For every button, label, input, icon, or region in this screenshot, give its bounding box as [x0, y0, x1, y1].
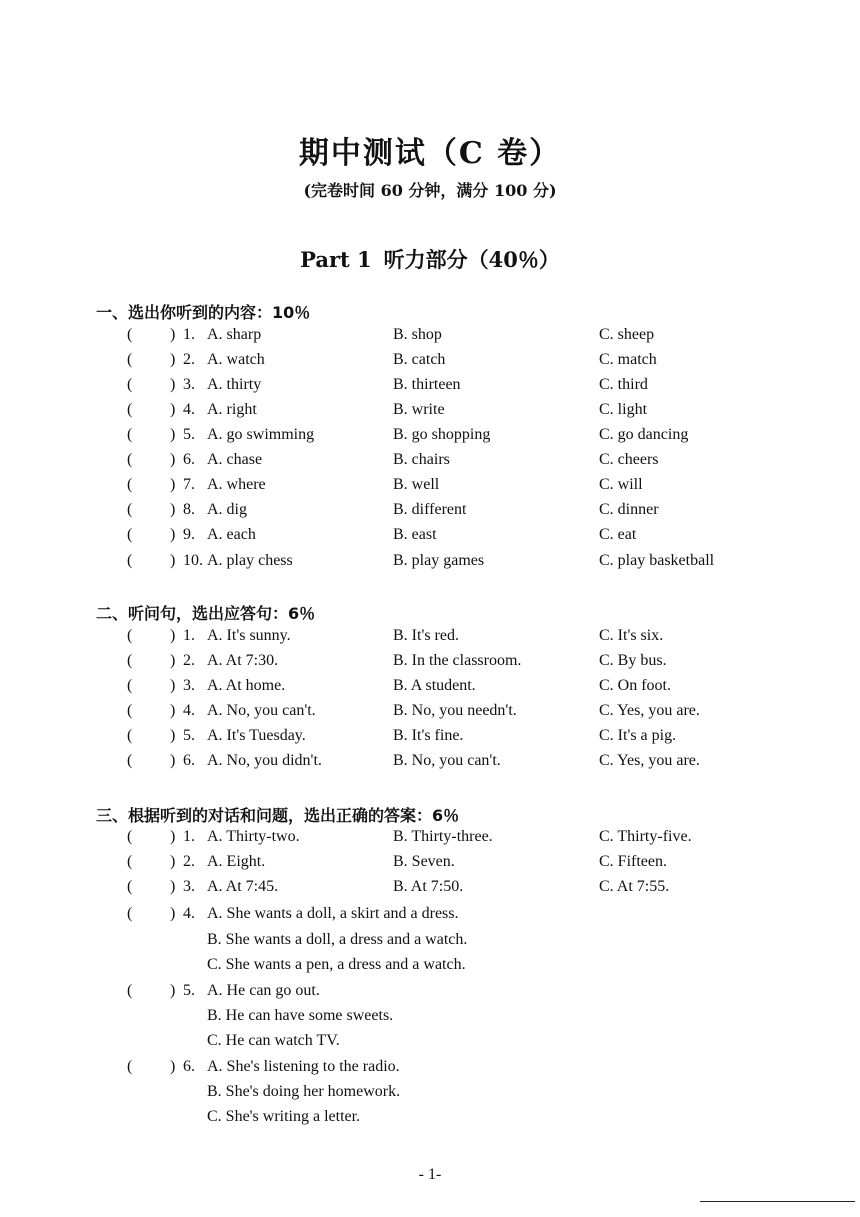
answer-blank-open: (: [127, 326, 133, 343]
option-c: C. It's six.: [599, 627, 664, 644]
answer-blank-open: (: [127, 652, 133, 669]
question-number: 6.: [183, 1058, 195, 1075]
option-c: C. On foot.: [599, 677, 671, 694]
question-row-continued: [0, 929, 860, 951]
question-row: [0, 675, 860, 697]
option-b: B. It's red.: [393, 627, 459, 644]
question-number: 3.: [183, 878, 195, 895]
option-b: B. thirteen: [393, 376, 461, 393]
option-a: A. No, you can't.: [207, 702, 316, 719]
answer-blank-close: ): [170, 552, 176, 569]
answer-blank-open: (: [127, 702, 133, 719]
answer-blank-open: (: [127, 905, 133, 922]
answer-blank-close: ): [170, 905, 176, 922]
answer-blank-close: ): [170, 451, 176, 468]
option-a: A. sharp: [207, 326, 262, 343]
option-b: B. She's doing her homework.: [207, 1083, 401, 1100]
option-b: B. write: [393, 401, 445, 418]
answer-blank-open: (: [127, 552, 133, 569]
question-number: 9.: [183, 526, 195, 543]
answer-blank-close: ): [170, 828, 176, 845]
option-b: B. In the classroom.: [393, 652, 522, 669]
question-number: 4.: [183, 401, 195, 418]
answer-blank-close: ): [170, 476, 176, 493]
question-row: [0, 876, 860, 898]
option-a: A. It's sunny.: [207, 627, 291, 644]
answer-blank-open: (: [127, 752, 133, 769]
option-b: B. east: [393, 526, 437, 543]
question-row: [0, 903, 860, 925]
question-row-continued: [0, 1030, 860, 1052]
question-row: [0, 399, 860, 421]
answer-blank-close: ): [170, 752, 176, 769]
option-a: A. play chess: [207, 552, 293, 569]
part-label: Part 1: [300, 247, 372, 272]
option-c: C. At 7:55.: [599, 878, 670, 895]
page-number: - 1-: [418, 1166, 442, 1183]
option-a: A. chase: [207, 451, 263, 468]
answer-blank-close: ): [170, 1058, 176, 1075]
option-a: A. right: [207, 401, 257, 418]
option-c: C. light: [599, 401, 648, 418]
answer-blank-close: ): [170, 376, 176, 393]
question-number: 3.: [183, 677, 195, 694]
answer-blank-open: (: [127, 878, 133, 895]
option-b: B. play games: [393, 552, 485, 569]
option-c: C. He can watch TV.: [207, 1032, 340, 1049]
answer-blank-open: (: [127, 351, 133, 368]
question-row: [0, 851, 860, 873]
option-c: C. sheep: [599, 326, 655, 343]
question-row: [0, 826, 860, 848]
option-c: C. dinner: [599, 501, 659, 518]
option-a: A. where: [207, 476, 266, 493]
section-heading-2: 二、听问句，选出应答句：6％: [96, 604, 316, 623]
page-title: 期中测试（C 卷）: [298, 136, 562, 171]
option-b: B. At 7:50.: [393, 878, 464, 895]
question-number: 1.: [183, 828, 195, 845]
option-b: B. go shopping: [393, 426, 491, 443]
question-number: 2.: [183, 853, 195, 870]
question-number: 3.: [183, 376, 195, 393]
option-c: C. play basketball: [599, 552, 715, 569]
answer-blank-close: ): [170, 982, 176, 999]
answer-blank-close: ): [170, 627, 176, 644]
option-c: C. third: [599, 376, 648, 393]
option-a: A. dig: [207, 501, 247, 518]
answer-blank-close: ): [170, 326, 176, 343]
option-c: C. will: [599, 476, 643, 493]
question-row: [0, 449, 860, 471]
answer-blank-open: (: [127, 451, 133, 468]
option-b: B. No, you can't.: [393, 752, 501, 769]
option-a: A. Thirty-two.: [207, 828, 300, 845]
option-a: A. At home.: [207, 677, 286, 694]
option-a: A. thirty: [207, 376, 262, 393]
answer-blank-open: (: [127, 982, 133, 999]
question-row: [0, 700, 860, 722]
option-a: A. At 7:30.: [207, 652, 279, 669]
option-b: B. Seven.: [393, 853, 455, 870]
answer-blank-close: ): [170, 426, 176, 443]
question-row: [0, 650, 860, 672]
question-number: 5.: [183, 982, 195, 999]
option-c: C. match: [599, 351, 657, 368]
question-number: 2.: [183, 351, 195, 368]
question-row-continued: [0, 1005, 860, 1027]
answer-blank-open: (: [127, 853, 133, 870]
question-row: [0, 324, 860, 346]
option-c: C. By bus.: [599, 652, 667, 669]
option-a: A. She's listening to the radio.: [207, 1058, 400, 1075]
answer-blank-close: ): [170, 526, 176, 543]
question-row: [0, 374, 860, 396]
answer-blank-open: (: [127, 526, 133, 543]
answer-blank-close: ): [170, 501, 176, 518]
option-b: B. different: [393, 501, 467, 518]
answer-blank-open: (: [127, 828, 133, 845]
option-b: B. chairs: [393, 451, 450, 468]
answer-blank-open: (: [127, 677, 133, 694]
answer-blank-open: (: [127, 501, 133, 518]
answer-blank-close: ): [170, 853, 176, 870]
question-row-continued: [0, 1081, 860, 1103]
option-a: A. Eight.: [207, 853, 266, 870]
question-row: [0, 524, 860, 546]
question-row: [0, 725, 860, 747]
option-b: B. Thirty-three.: [393, 828, 493, 845]
option-c: C. go dancing: [599, 426, 689, 443]
question-number: 5.: [183, 426, 195, 443]
question-number: 2.: [183, 652, 195, 669]
option-c: C. cheers: [599, 451, 659, 468]
question-number: 1.: [183, 627, 195, 644]
option-a: A. He can go out.: [207, 982, 320, 999]
option-b: B. No, you needn't.: [393, 702, 517, 719]
option-a: A. She wants a doll, a skirt and a dress.: [207, 905, 459, 922]
question-row: [0, 424, 860, 446]
answer-blank-close: ): [170, 401, 176, 418]
question-number: 6.: [183, 451, 195, 468]
option-a: A. No, you didn't.: [207, 752, 322, 769]
part-title: [0, 244, 860, 274]
option-c: C. She wants a pen, a dress and a watch.: [207, 956, 466, 973]
option-c: C. Thirty-five.: [599, 828, 692, 845]
option-b: B. well: [393, 476, 440, 493]
option-c: C. Fifteen.: [599, 853, 667, 870]
option-c: C. It's a pig.: [599, 727, 677, 744]
option-c: C. eat: [599, 526, 637, 543]
answer-blank-open: (: [127, 426, 133, 443]
option-a: A. each: [207, 526, 256, 543]
question-row: [0, 980, 860, 1002]
question-row-continued: [0, 1106, 860, 1128]
answer-blank-close: ): [170, 702, 176, 719]
option-b: B. She wants a doll, a dress and a watch.: [207, 931, 468, 948]
question-number: 4.: [183, 702, 195, 719]
question-number: 7.: [183, 476, 195, 493]
question-row: [0, 474, 860, 496]
answer-blank-open: (: [127, 1058, 133, 1075]
question-number: 8.: [183, 501, 195, 518]
answer-blank-open: (: [127, 627, 133, 644]
answer-blank-close: ): [170, 727, 176, 744]
page-subtitle: (完卷时间 60 分钟，满分 100 分): [303, 181, 557, 200]
answer-blank-open: (: [127, 376, 133, 393]
question-row-continued: [0, 954, 860, 976]
option-b: B. shop: [393, 326, 442, 343]
answer-blank-open: (: [127, 727, 133, 744]
option-b: B. catch: [393, 351, 446, 368]
option-c: C. Yes, you are.: [599, 702, 700, 719]
option-c: C. She's writing a letter.: [207, 1108, 361, 1125]
option-c: C. Yes, you are.: [599, 752, 700, 769]
option-a: A. At 7:45.: [207, 878, 279, 895]
question-number: 4.: [183, 905, 195, 922]
answer-blank-close: ): [170, 878, 176, 895]
option-b: B. He can have some sweets.: [207, 1007, 394, 1024]
question-row: [0, 550, 860, 572]
answer-blank-close: ): [170, 652, 176, 669]
answer-blank-close: ): [170, 351, 176, 368]
option-a: A. go swimming: [207, 426, 315, 443]
question-row: [0, 625, 860, 647]
option-a: A. watch: [207, 351, 265, 368]
question-number: 1.: [183, 326, 195, 343]
question-row: [0, 349, 860, 371]
answer-blank-open: (: [127, 401, 133, 418]
answer-blank-close: ): [170, 677, 176, 694]
part-name: 听力部分（40％）: [383, 247, 560, 272]
question-row: [0, 499, 860, 521]
option-a: A. It's Tuesday.: [207, 727, 306, 744]
question-row: [0, 1056, 860, 1078]
answer-blank-open: (: [127, 476, 133, 493]
question-number: 5.: [183, 727, 195, 744]
option-b: B. A student.: [393, 677, 476, 694]
section-heading-1: 一、选出你听到的内容：10％: [96, 303, 311, 322]
question-number: 6.: [183, 752, 195, 769]
section-heading-3: 三、根据听到的对话和问题，选出正确的答案：6％: [96, 806, 460, 825]
question-number: 10.: [183, 552, 203, 569]
footer-rule: [700, 1201, 855, 1202]
option-b: B. It's fine.: [393, 727, 464, 744]
question-row: [0, 750, 860, 772]
